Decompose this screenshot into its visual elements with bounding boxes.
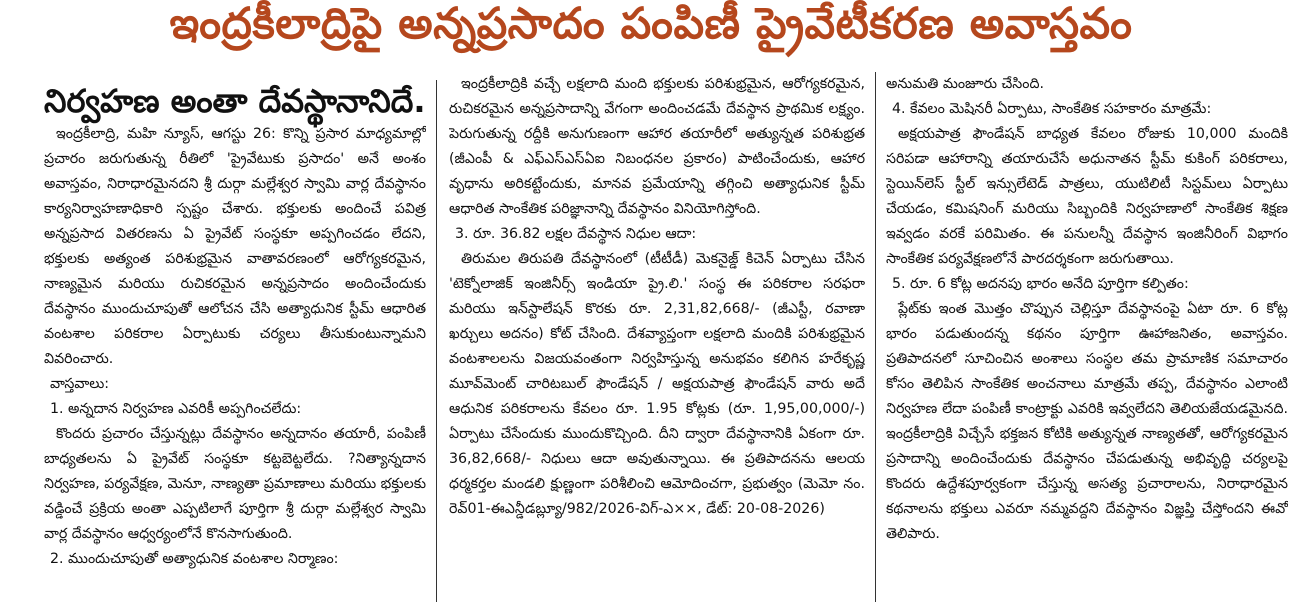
paragraph-section-3: తిరుమల తిరుపతి దేవస్థానంలో (టీటీడీ) మెకనైజ్డ్ కిచెన్ ఏర్పాటు చేసిన 'టెక్నోలాజిక్ ఇంజినీర్స్ ఇండియా ప్రై.లి.' సంస్థ ఈ పరికరాల సరఫరా మరియు ఇన్‌స్టాలేషన్ కొరకు రూ. 2,31,82,668/- (జీఎస్టీ, రవాణా ఖర్చులు అదనం) కోట్ చేసింది. దేశవ్యాప్తంగా లక్షలాది మందికి పరిశుభ్రమైన వంటశాలలను విజయవంతంగా నిర్వహిస్తున్న అనుభవం కలిగిన హరేకృష్ణ మూవ్‌మెంట్ చారిటబుల్ ఫౌండేషన్ / అక్షయపాత్ర ఫౌండేషన్ వారు అదే ఆధునిక పరికరాలను కేవలం రూ. 1.95 కోట్లకు (రూ. 1,95,00,000/-) ఏర్పాటు చేసేందుకు ముందుకొచ్చింది. దీని ద్వారా దేవస్థానానికి ఏకంగా రూ. 36,82,668/- నిధులు ఆదా అవుతున్నాయి. ఈ ప్రతిపాదనను ఆలయ ధర్మకర్తల మండలి క్షుణ్ణంగా పరిశీలించి ఆమోదించగా, ప్రభుత్వం (మెమో నం. రెవ్01-ఈఎన్డీడబ్ల్యూ/982/2026-విగ్-ఎ××, డేట్: 20-08-2026) <box>449 251 865 517</box>
paragraph-intro: ఇంద్రకీలాద్రి, మహి న్యూస్, ఆగస్టు 26: కొన్ని ప్రసార మాధ్యమాల్లో ప్రచారం జరుగుతున్న రీతిలో 'ప్రైవేటుకు ప్రసాదం' అనే అంశం అవాస్తవం, నిరాధారమైనదని శ్రీ దుర్గా మల్లేశ్వర స్వామి వార్ల దేవస్థానం కార్యనిర్వాహణాధికారి స్పష్టం చేశారు. భక్తులకు అందించే పవిత్ర అన్నప్రసాద వితరణను ఏ ప్రైవేట్ సంస్థకూ అప్పగించడం లేదని, భక్తులకు అత్యంత పరిశుభ్రమైన వాతావరణంలో ఆరోగ్యకరమైన, నాణ్యమైన మరియు రుచికరమైన అన్నప్రసాదం అందించేందుకు దేవస్థానం ముందుచూపుతో ఆలోచన చేసి అత్యాధునిక స్టీమ్ ఆధారిత వంటశాల పరికరాల ఏర్పాటుకు చర్యలు తీసుకుంటున్నామని వివరించారు. <box>44 126 426 367</box>
article-column-3 <box>886 72 1288 603</box>
paragraph-section-5: ప్లేట్‌కు ఇంత మొత్తం చొప్పున చెల్లిస్తూ దేవస్థానంపై ఏటా రూ. 6 కోట్ల భారం పడుతుందన్న కథనం పూర్తిగా ఊహాజనితం, అవాస్తవం. ప్రతిపాదనలో సూచించిన అంశాలు సంస్థల తమ ప్రామాణిక సమాచారం కోసం తెలిపిన సాంకేతిక అంచనాలు మాత్రమే తప్ప, దేవస్థానం ఎలాంటి నిర్వహణ లేదా పంపిణీ కాంట్రాక్టు ఎవరికి ఇవ్వలేదని తెలియజేయడమైనది. ఇంద్రకీలాద్రికి విచ్చేసే భక్తజన కోటికి అత్యున్నత నాణ్యతతో, ఆరోగ్యకరమైన ప్రసాదాన్ని అందించేందుకు దేవస్థానం చేపడుతున్న అభివృద్ధి చర్యలపై కొందరు ఉద్దేశపూర్వకంగా చేస్తున్న అసత్య ప్రచారాలను, నిరాధారమైన కథనాలను భక్తులు ఎవరూ నమ్మవద్దని దేవస్థానం విజ్ఞప్తి చేస్తోందని ఈవో తెలిపారు. <box>886 301 1288 542</box>
paragraph-section-2: ఇంద్రకీలాద్రికి వచ్చే లక్షలాది మంది భక్తులకు పరిశుభ్రమైన, ఆరోగ్యకరమైన, రుచికరమైన అన్నప్రసాదాన్ని వేగంగా అందించడమే దేవస్థాన ప్రాథమిక లక్ష్యం. పెరుగుతున్న రద్దీకి అనుగుణంగా ఆహార తయారీలో అత్యున్నత పరిశుభ్రత (జీఎంపీ & ఎఫ్ఎస్ఎస్ఏఐ నిబంధనల ప్రకారం) పాటించేందుకు, ఆహార వృధాను అరికట్టేందుకు, మానవ ప్రమేయాన్ని తగ్గించి అత్యాధునిక స్టీమ్ ఆధారిత సాంకేతిక పరిజ్ఞానాన్ని దేవస్థానం వినియోగిస్తోంది. <box>449 76 865 217</box>
headline: ఇంద్రకీలాద్రిపై అన్నప్రసాదం పంపిణీ ప్రైవేటీకరణ అవాస్తవం <box>169 0 1133 49</box>
column-divider <box>875 72 876 602</box>
section-heading-4: 4. కేవలం మెషినరీ ఏర్పాటు, సాంకేతిక సహకారం మాత్రమే: <box>892 101 1212 117</box>
paragraph-section-4: అక్షయపాత్ర ఫౌండేషన్ బాధ్యత కేవలం రోజుకు 10,000 మందికి సరిపడా ఆహారాన్ని తయారుచేసే అధునాతన స్టీమ్ కుకింగ్ పరికరాలు, స్టెయిన్‌లెస్ స్టీల్ ఇన్సులేటెడ్ పాత్రలు, యుటిలిటీ సిస్టమ్‌లు ఏర్పాటు చేయడం, కమిషనింగ్ మరియు సిబ్బందికి నిర్వహణాలో సాంకేతిక శిక్షణ ఇవ్వడం వరకే పరిమితం. ఈ పనులన్నీ దేవస్థాన ఇంజినీరింగ్ విభాగం సాంకేతిక పర్యవేక్షణలోనే పారదర్శకంగా జరుగుతాయి. <box>886 126 1288 267</box>
subheadline: నిర్వహణ అంతా దేవస్థానానిదే. <box>44 82 426 120</box>
article-column-1 <box>44 122 426 603</box>
article-column-2 <box>449 72 865 603</box>
section-heading-1: 1. అన్నదాన నిర్వహణ ఎవరికీ అప్పగించలేదు: <box>50 401 302 417</box>
section-heading-3: 3. రూ. 36.82 లక్షల దేవస్థాన నిధుల ఆదా: <box>455 226 697 242</box>
paragraph-section-1: కొందరు ప్రచారం చేస్తున్నట్లు దేవస్థానం అన్నదానం తయారీ, పంపిణీ బాధ్యతలను ఏ ప్రైవేట్ సంస్థకూ కట్టబెట్టలేదు. ?నిత్యాన్నదాన నిర్వహణ, పర్యవేక్షణ, మెనూ, నాణ్యతా ప్రమాణాలు మరియు భక్తులకు వడ్డించే ప్రక్రియ అంతా ఎప్పటిలాగే పూర్తిగా శ్రీ దుర్గా మల్లేశ్వర స్వామి వార్ల దేవస్థానం ఆధ్వర్యంలోనే కొనసాగుతుంది. <box>44 426 426 542</box>
paragraph-continued: అనుమతి మంజూరు చేసింది. <box>886 76 1044 92</box>
column-divider <box>436 80 437 602</box>
section-heading-5: 5. రూ. 6 కోట్ల అదనపు భారం అనేది పూర్తిగా కల్పితం: <box>892 276 1189 292</box>
section-heading-2: 2. ముందుచూపుతో అత్యాధునిక వంటశాల నిర్మాణం: <box>50 551 339 567</box>
facts-label: వాస్తవాలు: <box>50 376 110 392</box>
